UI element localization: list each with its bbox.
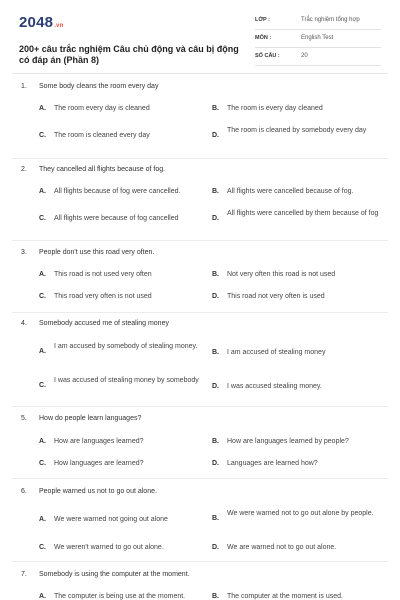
question-text: 1. Some body cleans the room every day [21,83,159,90]
site-logo[interactable]: 2048.vn [19,14,64,31]
question-divider [12,561,388,562]
question-divider [12,312,388,313]
document-title: 200+ câu trắc nghiệm Câu chủ động và câu bị động có đáp án (Phần 8) [19,44,239,65]
question-text: 6. People warned us not to go out alone. [21,488,157,495]
question-divider [12,158,388,159]
meta-label: LỚP : [255,17,270,23]
document-meta [255,12,381,66]
meta-row-count [255,48,381,66]
question-text: 2. They cancelled all flights because of fog. [21,166,166,173]
question-text: 7. Somebody is using the computer at the moment. [21,571,190,578]
question-divider [12,406,388,407]
meta-value: English Test [301,35,334,41]
meta-label: MÔN : [255,35,272,41]
meta-value: Trắc nghiệm tổng hợp [301,17,360,23]
question-text: 4. Somebody accused me of stealing money [21,320,169,327]
meta-row-subject [255,30,381,48]
header-divider [12,73,388,74]
question-text: 5. How do people learn languages? [21,415,142,422]
question-text: 3. People don't use this road very often. [21,249,155,256]
meta-label: SỐ CÂU : [255,53,280,59]
meta-row-class [255,12,381,30]
page: 2048.vn 200+ câu trắc nghiệm Câu chủ động và câu bị động có đáp án (Phần 8) LỚP : Trắc nghiệm tổng hợp MÔN : English Test SỐ CÂU : 20 1. Some body cleans the room every day A. The room every day is cleaned B. The room is every day cleaned C. The room is cleaned every day D. The room is cleaned by somebody every day 2. They cancelled all flights because of fog. A. All flights because of fog were cancelled. B. All flights were cancelled because of fog. C. All flights were because of fog cancelled D. All flights were cancelled by them because of fog 3. People don't use this road very often. A. This road is not used very often B. Not very often this road is not used C. This road very often is not used D. This road not very often is used 4. Somebody accused me of stealing money A. I am accused by somebody of stealing money. B. I am accused of stealing money C. I was accused of stealing money by somebody D. I was accused stealing money. 5. How do people learn languages? A. How are languages learned? B. How are languages learned by people? C. How languages are learned? D. Languages are learned how? 6. People warned us not to go out alone. A. We were warned not going out alone B. We were warned not to go out alone by people. C. We weren't warned to go out alone. D. We are warned not to go out alone. 7. Somebody is using the computer at the moment. A. The computer is being use at the moment. B. The computer at the moment is used. [0,0,400,600]
question-divider [12,478,388,479]
question-divider [12,240,388,241]
document-header [19,12,381,72]
meta-value: 20 [301,53,308,59]
